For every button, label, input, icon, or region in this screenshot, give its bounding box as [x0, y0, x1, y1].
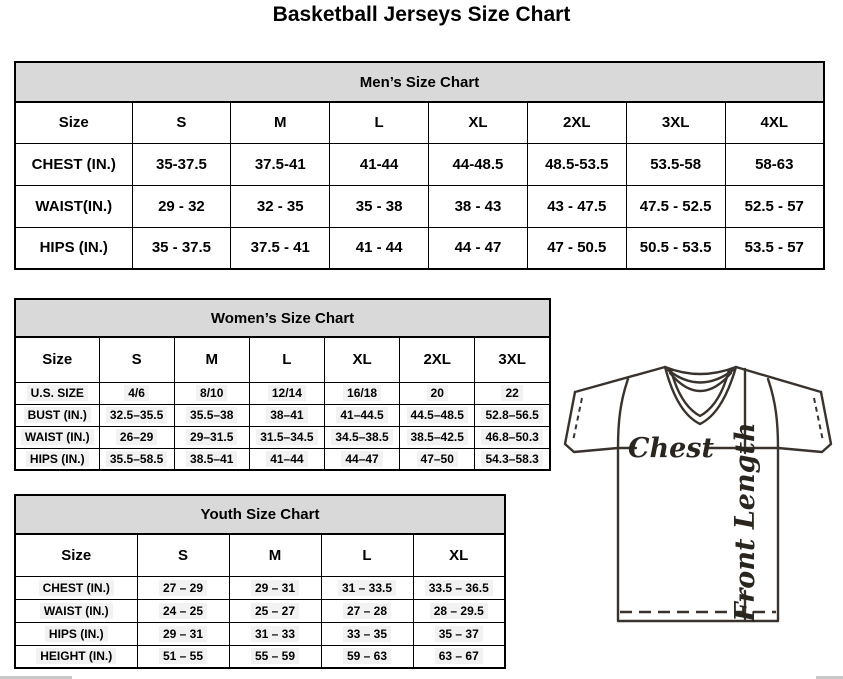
highlighted-text: 29 – 31 — [159, 626, 207, 642]
row-label — [15, 426, 99, 448]
column-header: M — [174, 337, 249, 382]
size-value-cell: 41-44 — [330, 143, 429, 185]
size-value-cell: 29 - 32 — [132, 185, 231, 227]
womens-size-chart — [14, 298, 551, 471]
size-value-cell — [174, 404, 249, 426]
size-value-cell: 48.5-53.5 — [527, 143, 626, 185]
mens-size-table — [14, 101, 825, 270]
highlighted-text: 44.5–48.5 — [407, 407, 468, 423]
column-header: XL — [429, 102, 528, 143]
highlighted-text: 44–47 — [341, 451, 382, 467]
highlighted-text: 26–29 — [116, 429, 157, 445]
size-value-cell: 38 - 43 — [429, 185, 528, 227]
highlighted-text: WAIST (IN.) — [40, 603, 113, 619]
highlighted-text: 29–31.5 — [186, 429, 237, 445]
size-value-cell: 41 - 44 — [330, 227, 429, 269]
column-header: 2XL — [400, 337, 475, 382]
column-header: S — [132, 102, 231, 143]
highlighted-text: 51 – 55 — [159, 648, 207, 664]
size-value-cell — [99, 426, 174, 448]
table-row — [15, 404, 550, 426]
youth-size-chart-title: Youth Size Chart — [14, 494, 506, 535]
mens-size-chart — [14, 61, 825, 270]
size-value-cell — [413, 576, 505, 599]
size-value-cell — [99, 404, 174, 426]
highlighted-text: 35.5–38 — [186, 407, 237, 423]
highlighted-text: 20 — [427, 385, 448, 401]
highlighted-text: 33.5 – 36.5 — [425, 580, 493, 596]
size-value-cell — [321, 622, 413, 645]
jersey-outline — [565, 367, 831, 621]
highlighted-text: 47–50 — [417, 451, 458, 467]
highlighted-text: HEIGHT (IN.) — [36, 648, 116, 664]
highlighted-text: 35.5–58.5 — [106, 451, 167, 467]
highlighted-text: 4/6 — [124, 385, 149, 401]
row-label — [15, 622, 137, 645]
column-header: Size — [15, 534, 137, 576]
highlighted-text: 22 — [501, 385, 522, 401]
chest-measure-label: Chest — [628, 433, 714, 464]
size-value-cell — [475, 382, 550, 404]
size-value-cell: 53.5 - 57 — [725, 227, 824, 269]
front-length-measure-label: Front Length — [730, 422, 761, 622]
column-header: S — [137, 534, 229, 576]
size-value-cell — [249, 448, 324, 470]
highlighted-text: CHEST (IN.) — [39, 580, 114, 596]
size-value-cell — [324, 426, 399, 448]
size-value-cell: 43 - 47.5 — [527, 185, 626, 227]
womens-size-table — [14, 336, 551, 471]
highlighted-text: 38–41 — [266, 407, 307, 423]
highlighted-text: 52.8–56.5 — [481, 407, 542, 423]
table-row — [15, 382, 550, 404]
column-header: M — [229, 534, 321, 576]
highlighted-text: 46.8–50.3 — [481, 429, 542, 445]
size-value-cell — [174, 426, 249, 448]
column-header: Size — [15, 102, 132, 143]
size-value-cell — [174, 382, 249, 404]
column-header: XL — [413, 534, 505, 576]
size-value-cell — [249, 426, 324, 448]
highlighted-text: 12/14 — [268, 385, 306, 401]
womens-size-chart-title: Women’s Size Chart — [14, 298, 551, 338]
row-label — [15, 576, 137, 599]
row-label — [15, 404, 99, 426]
highlighted-text: 24 – 25 — [159, 603, 207, 619]
row-label — [15, 645, 137, 668]
highlighted-text: 8/10 — [196, 385, 227, 401]
size-value-cell — [137, 622, 229, 645]
size-value-cell — [321, 576, 413, 599]
size-value-cell: 37.5 - 41 — [231, 227, 330, 269]
row-label: WAIST(IN.) — [15, 185, 132, 227]
highlighted-text: 31 – 33.5 — [338, 580, 396, 596]
highlighted-text: 35 – 37 — [435, 626, 483, 642]
size-value-cell — [400, 448, 475, 470]
size-header-row — [15, 102, 824, 143]
size-header-row — [15, 534, 505, 576]
highlighted-text: 41–44.5 — [336, 407, 387, 423]
table-row — [15, 448, 550, 470]
youth-size-chart — [14, 494, 506, 669]
size-value-cell: 47.5 - 52.5 — [626, 185, 725, 227]
size-value-cell — [249, 404, 324, 426]
size-value-cell — [137, 576, 229, 599]
highlighted-text: 16/18 — [343, 385, 381, 401]
row-label: CHEST (IN.) — [15, 143, 132, 185]
size-value-cell — [324, 448, 399, 470]
jersey-dashed-seams — [573, 398, 823, 612]
size-value-cell — [174, 448, 249, 470]
column-header: L — [249, 337, 324, 382]
size-value-cell: 32 - 35 — [231, 185, 330, 227]
highlighted-text: HIPS (IN.) — [26, 451, 89, 467]
size-header-row — [15, 337, 550, 382]
size-value-cell — [249, 382, 324, 404]
size-value-cell — [475, 426, 550, 448]
highlighted-text: 29 – 31 — [251, 580, 299, 596]
highlighted-text: 54.3–58.3 — [481, 451, 542, 467]
youth-size-table — [14, 533, 506, 669]
highlighted-text: 27 – 29 — [159, 580, 207, 596]
highlighted-text: 31 – 33 — [251, 626, 299, 642]
highlighted-text: U.S. SIZE — [27, 385, 88, 401]
highlighted-text: 38.5–42.5 — [407, 429, 468, 445]
column-header: S — [99, 337, 174, 382]
row-label — [15, 448, 99, 470]
highlighted-text: 27 – 28 — [343, 603, 391, 619]
highlighted-text: WAIST (IN.) — [21, 429, 94, 445]
column-header: 3XL — [626, 102, 725, 143]
size-value-cell — [229, 645, 321, 668]
highlighted-text: 31.5–34.5 — [256, 429, 317, 445]
column-header: Size — [15, 337, 99, 382]
size-value-cell — [413, 599, 505, 622]
size-value-cell — [475, 404, 550, 426]
table-row — [15, 227, 824, 269]
size-value-cell — [99, 382, 174, 404]
highlighted-text: 34.5–38.5 — [331, 429, 392, 445]
highlighted-text: 63 – 67 — [435, 648, 483, 664]
row-label: HIPS (IN.) — [15, 227, 132, 269]
table-row — [15, 622, 505, 645]
size-value-cell — [321, 645, 413, 668]
size-value-cell — [400, 426, 475, 448]
size-value-cell — [475, 448, 550, 470]
size-value-cell — [137, 645, 229, 668]
column-header: XL — [324, 337, 399, 382]
highlighted-text: 41–44 — [266, 451, 307, 467]
size-value-cell: 58-63 — [725, 143, 824, 185]
column-header: 2XL — [527, 102, 626, 143]
row-label — [15, 382, 99, 404]
highlighted-text: 28 – 29.5 — [430, 603, 488, 619]
size-value-cell — [400, 382, 475, 404]
size-value-cell — [229, 599, 321, 622]
size-value-cell: 44 - 47 — [429, 227, 528, 269]
row-label — [15, 599, 137, 622]
size-value-cell — [229, 622, 321, 645]
highlighted-text: 32.5–35.5 — [106, 407, 167, 423]
size-value-cell — [321, 599, 413, 622]
size-value-cell — [400, 404, 475, 426]
highlighted-text: 38.5–41 — [186, 451, 237, 467]
table-row — [15, 645, 505, 668]
highlighted-text: 25 – 27 — [251, 603, 299, 619]
table-row — [15, 576, 505, 599]
size-value-cell: 37.5-41 — [231, 143, 330, 185]
size-value-cell — [229, 576, 321, 599]
highlighted-text: 55 – 59 — [251, 648, 299, 664]
table-row — [15, 426, 550, 448]
page-title: Basketball Jerseys Size Chart — [272, 3, 571, 26]
size-value-cell — [137, 599, 229, 622]
size-value-cell — [413, 645, 505, 668]
column-header: L — [321, 534, 413, 576]
table-row — [15, 599, 505, 622]
column-header: 3XL — [475, 337, 550, 382]
size-value-cell: 47 - 50.5 — [527, 227, 626, 269]
size-value-cell: 35-37.5 — [132, 143, 231, 185]
size-value-cell — [324, 404, 399, 426]
highlighted-text: 33 – 35 — [343, 626, 391, 642]
highlighted-text: HIPS (IN.) — [45, 626, 108, 642]
mens-size-chart-title: Men’s Size Chart — [14, 61, 825, 103]
table-row — [15, 185, 824, 227]
size-value-cell — [324, 382, 399, 404]
column-header: L — [330, 102, 429, 143]
size-value-cell: 35 - 38 — [330, 185, 429, 227]
size-value-cell — [99, 448, 174, 470]
size-value-cell: 53.5-58 — [626, 143, 725, 185]
column-header: 4XL — [725, 102, 824, 143]
column-header: M — [231, 102, 330, 143]
table-row — [15, 143, 824, 185]
size-value-cell: 52.5 - 57 — [725, 185, 824, 227]
size-value-cell: 50.5 - 53.5 — [626, 227, 725, 269]
size-value-cell: 44-48.5 — [429, 143, 528, 185]
highlighted-text: 59 – 63 — [343, 648, 391, 664]
jersey-measurement-diagram — [558, 356, 838, 678]
size-value-cell — [413, 622, 505, 645]
size-value-cell: 35 - 37.5 — [132, 227, 231, 269]
highlighted-text: BUST (IN.) — [24, 407, 91, 423]
